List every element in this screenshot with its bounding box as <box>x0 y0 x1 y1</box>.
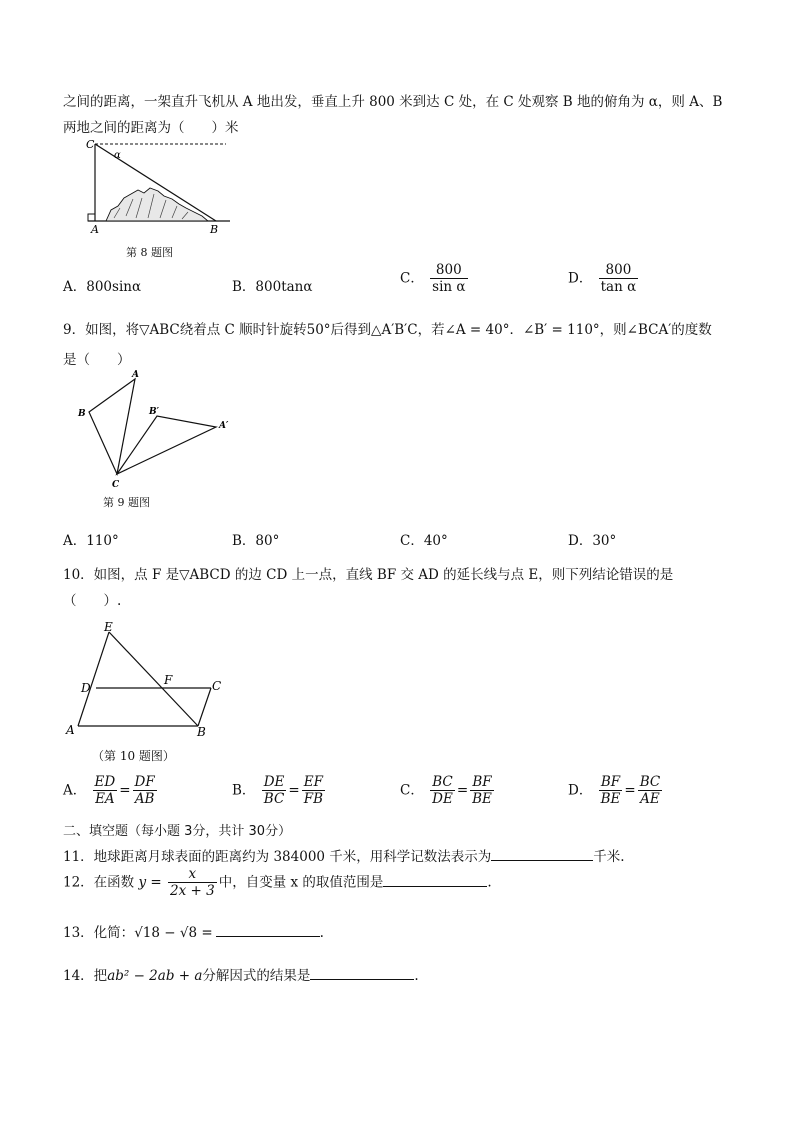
q8-label-b: B <box>210 223 219 236</box>
q14-answer-blank[interactable] <box>310 965 414 980</box>
q10-text-line2: （ ）. <box>63 593 122 609</box>
q9-figure <box>72 366 242 491</box>
q13-text: 13．化简： <box>63 925 135 941</box>
q14-text-mid: 分解因式的结果是 <box>202 968 311 984</box>
option-letter: D． <box>568 782 593 799</box>
option-letter: C． <box>400 533 424 549</box>
q10-option-d[interactable]: D． $\frac{BF}{BE}$ = $\frac{BC}{AE}$ <box>568 774 661 807</box>
option-text: 110° <box>86 533 119 549</box>
option-letter: C． <box>400 782 424 799</box>
q12-text: 12．在函数 <box>63 874 135 891</box>
q10-option-b[interactable]: B． $\frac{DE}{BC}$ = $\frac{EF}{FB}$ <box>232 774 324 807</box>
q14-text: 14．把 <box>63 968 108 984</box>
q9-option-c[interactable] <box>400 529 448 549</box>
q9-caption: 第 9 题图 <box>103 496 150 509</box>
q10-label-f: F <box>164 673 173 687</box>
q9-option-a[interactable] <box>63 529 119 549</box>
option-letter: B． <box>232 279 256 295</box>
q10-text-line1: 10．如图，点 F 是▽ABCD 的边 CD 上一点，直线 BF 交 AD 的延长线与点 E，则下列结论错误的是 <box>63 567 674 583</box>
option-fraction-right: $\frac{DF}{AB}$ <box>134 774 155 807</box>
q12-y: y = <box>138 874 162 891</box>
q8-text-line1: 之间的距离，一架直升飞机从 A 地出发，垂直上升 800 米到达 C 处，在 C 处观察 B 地的俯角为 α，则 A、B <box>63 94 723 110</box>
q9-label-aprime: A′ <box>219 421 229 431</box>
q14-period: . <box>414 968 419 984</box>
q10-label-b: B <box>197 725 206 739</box>
q12-answer-blank[interactable] <box>383 872 487 887</box>
q11-unit: 千米. <box>593 849 625 865</box>
section-title: 二、填空题（每小题 3分，共计 30分） <box>63 824 292 839</box>
q12 <box>63 866 492 900</box>
option-letter: D． <box>568 533 593 549</box>
option-fraction-left: $\frac{ED}{EA}$ <box>94 774 116 807</box>
q12-fraction: $\frac{x}{2x + 3}$ <box>170 866 215 899</box>
q8-label-alpha: α <box>114 150 121 161</box>
q8-option-c[interactable] <box>400 262 470 296</box>
option-text: 800sinα <box>86 279 142 295</box>
option-fraction-left: $\frac{BC}{DE}$ <box>432 774 453 807</box>
q9-label-b: B <box>78 409 86 419</box>
option-letter: C． <box>400 270 424 287</box>
q13 <box>63 921 324 941</box>
q8-caption: 第 8 题图 <box>126 246 173 259</box>
q9-text-line1: 9．如图，将▽ABC绕着点 C 顺时针旋转50°后得到△A′B′C，若∠A = 40°．∠B′ = 110°，则∠BCA′的度数 <box>63 322 712 338</box>
q14-expression: ab² − 2ab + a <box>107 968 203 984</box>
option-fraction: $\frac{800}{\text{sin α}}$ <box>432 262 466 295</box>
q8-figure <box>78 136 238 236</box>
q8-option-b[interactable] <box>232 275 312 295</box>
q9-label-a: A <box>132 370 139 380</box>
q8-label-c: C <box>86 138 95 151</box>
q10-option-a[interactable]: A． $\frac{ED}{EA}$ = $\frac{DF}{AB}$ <box>63 774 155 807</box>
option-letter: B． <box>232 533 256 549</box>
q9-label-bprime: B′ <box>149 407 159 417</box>
option-letter: B． <box>232 782 256 799</box>
q9-option-b[interactable] <box>232 529 279 549</box>
q11-answer-blank[interactable] <box>491 846 593 861</box>
option-fraction-right: $\frac{EF}{FB}$ <box>303 774 324 807</box>
q13-period: . <box>319 925 324 941</box>
q11-text: 11．地球距离月球表面的距离约为 384000 千米，用科学记数法表示为 <box>63 849 492 865</box>
option-letter: A． <box>63 782 87 799</box>
q10-caption: （第 10 题图） <box>92 749 175 763</box>
option-text: 80° <box>255 533 280 549</box>
option-letter: A． <box>63 533 87 549</box>
option-text: 800tanα <box>255 279 313 295</box>
q9-text-line2: 是（ ） <box>63 352 131 368</box>
q11 <box>63 845 625 865</box>
q9-option-d[interactable] <box>568 529 616 549</box>
q13-expression: √18 − √8 = <box>134 925 213 941</box>
q8-label-a: A <box>91 223 99 236</box>
option-fraction-left: $\frac{BF}{BE}$ <box>600 774 621 807</box>
q12-text-mid: 中，自变量 x 的取值范围是 <box>218 874 384 891</box>
option-fraction-right: $\frac{BC}{AE}$ <box>639 774 661 807</box>
option-fraction: $\frac{800}{\text{tan α}}$ <box>600 262 637 295</box>
option-text: 30° <box>592 533 617 549</box>
q10-label-c: C <box>212 679 222 693</box>
q10-option-c[interactable]: C． $\frac{BC}{DE}$ = $\frac{BF}{BE}$ <box>400 774 492 807</box>
option-letter: A． <box>63 279 87 295</box>
q10-label-a: A <box>66 723 75 737</box>
q10-label-d: D <box>81 681 91 695</box>
q10-label-e: E <box>104 620 113 634</box>
q8-option-d[interactable] <box>568 262 640 296</box>
option-fraction-right: $\frac{BF}{BE}$ <box>472 774 492 807</box>
q14 <box>63 964 419 984</box>
option-text: 40° <box>423 533 448 549</box>
q13-answer-blank[interactable] <box>216 922 320 937</box>
q10-figure <box>62 618 232 742</box>
q8-option-a[interactable] <box>63 275 141 295</box>
q9-label-c: C <box>112 480 120 490</box>
q12-period: . <box>487 874 492 891</box>
option-fraction-left: $\frac{DE}{BC}$ <box>263 774 285 807</box>
q8-text-line2: 两地之间的距离为（ ）米 <box>63 120 239 136</box>
option-letter: D． <box>568 270 593 287</box>
